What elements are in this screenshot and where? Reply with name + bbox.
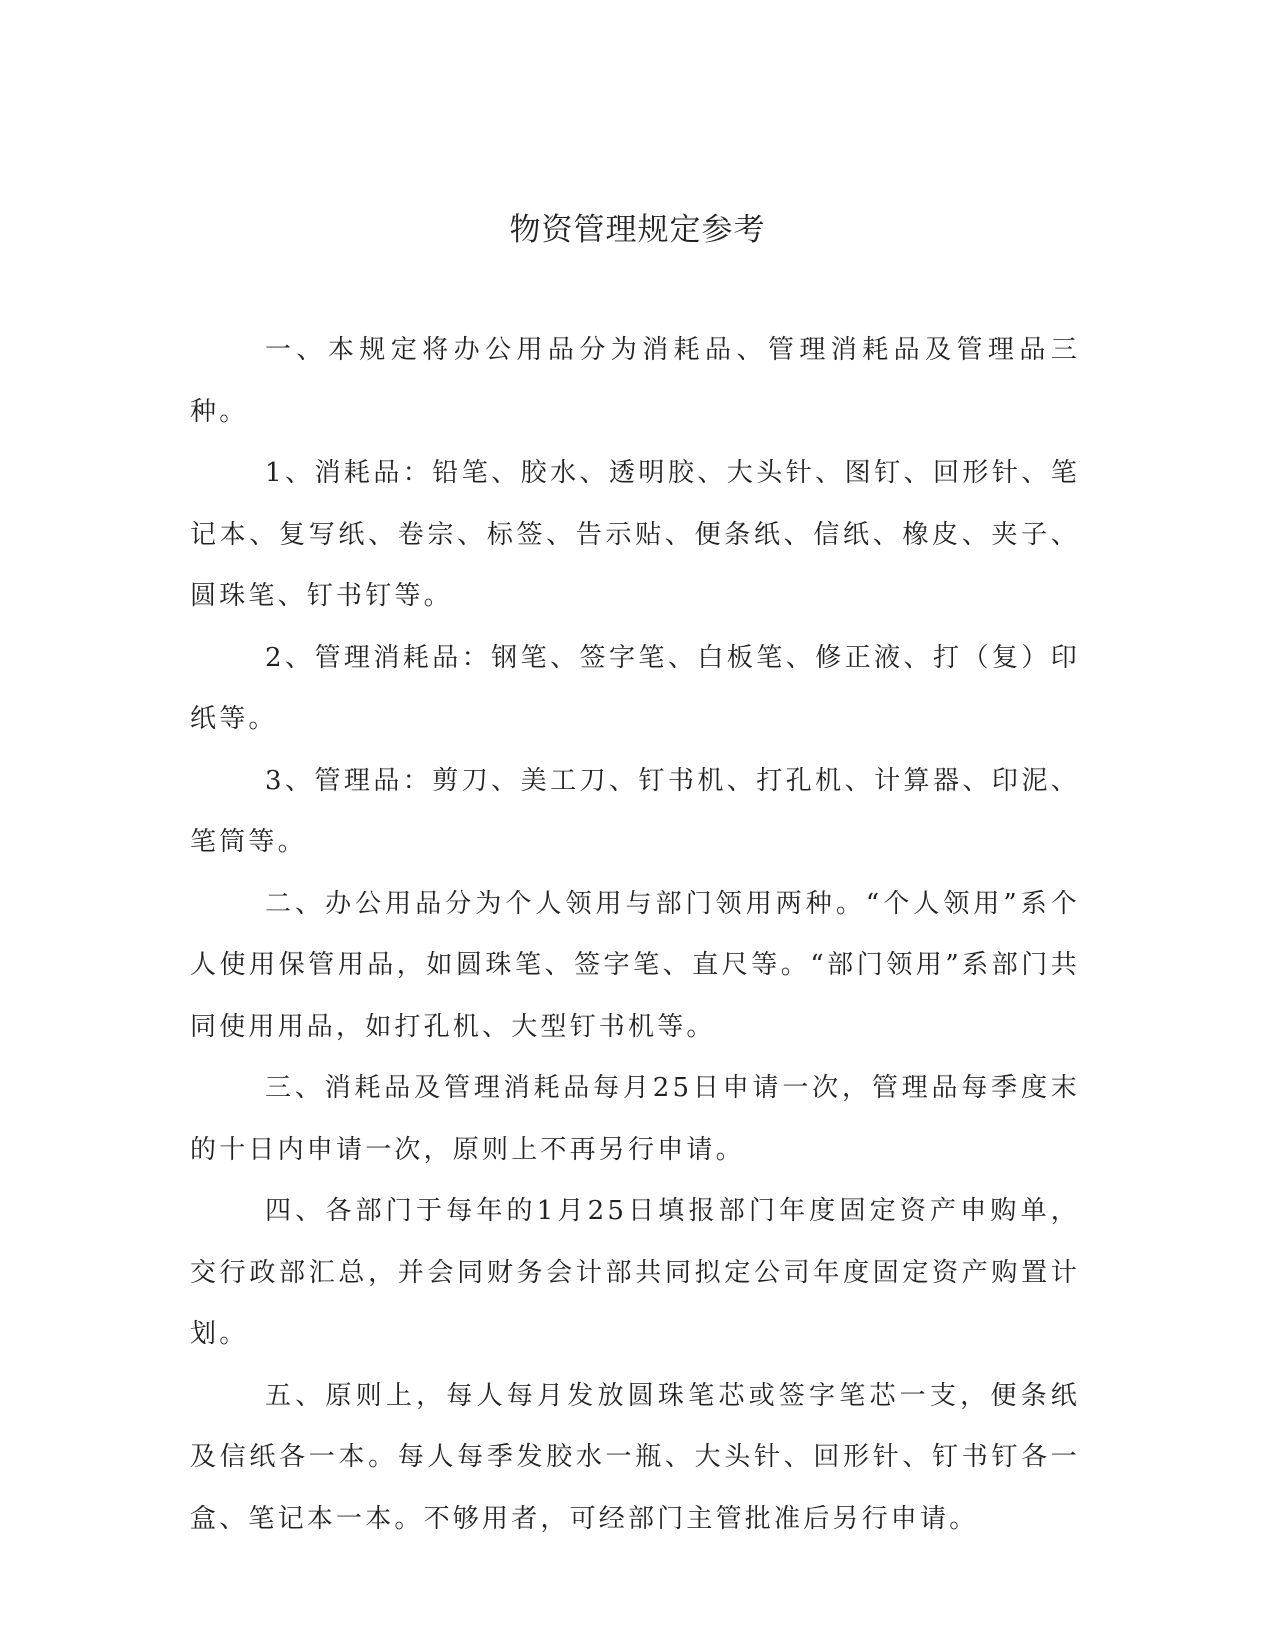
paragraph-consumables: 1、消耗品：铅笔、胶水、透明胶、大头针、图钉、回形针、笔记本、复写纸、卷宗、标签、告示贴、便条纸、信纸、橡皮、夹子、圆珠笔、钉书钉等。 <box>190 458 1080 611</box>
paragraph-5-allocation: 五、原则上，每人每月发放圆珠笔芯或签字笔芯一支，便条纸及信纸各一本。每人每季发胶水一瓶、大头针、回形针、钉书钉各一盒、笔记本一本。不够用者，可经部门主管批准后另行申请。 <box>190 1380 1080 1534</box>
paragraph-managed-items: 3、管理品：剪刀、美工刀、钉书机、打孔机、计算器、印泥、笔筒等。 <box>190 765 1080 857</box>
paragraph-3-application-schedule: 三、消耗品及管理消耗品每月25日申请一次，管理品每季度末的十日内申请一次，原则上不再另行申请。 <box>190 1073 1080 1165</box>
paragraph-managed-consumables: 2、管理消耗品：钢笔、签字笔、白板笔、修正液、打（复）印纸等。 <box>190 642 1080 734</box>
paragraph-2-personal-department: 二、办公用品分为个人领用与部门领用两种。“个人领用”系个人使用保管用品，如圆珠笔、签字笔、直尺等。“部门领用”系部门共同使用用品，如打孔机、大型钉书机等。 <box>190 888 1080 1042</box>
document-body <box>190 320 1080 1550</box>
document-title: 物资管理规定参考 <box>509 212 766 248</box>
paragraph-4-fixed-assets: 四、各部门于每年的1月25日填报部门年度固定资产申购单，交行政部汇总，并会同财务会计部共同拟定公司年度固定资产购置计划。 <box>190 1196 1080 1349</box>
paragraph-1-classification: 一、本规定将办公用品分为消耗品、管理消耗品及管理品三种。 <box>190 335 1080 427</box>
